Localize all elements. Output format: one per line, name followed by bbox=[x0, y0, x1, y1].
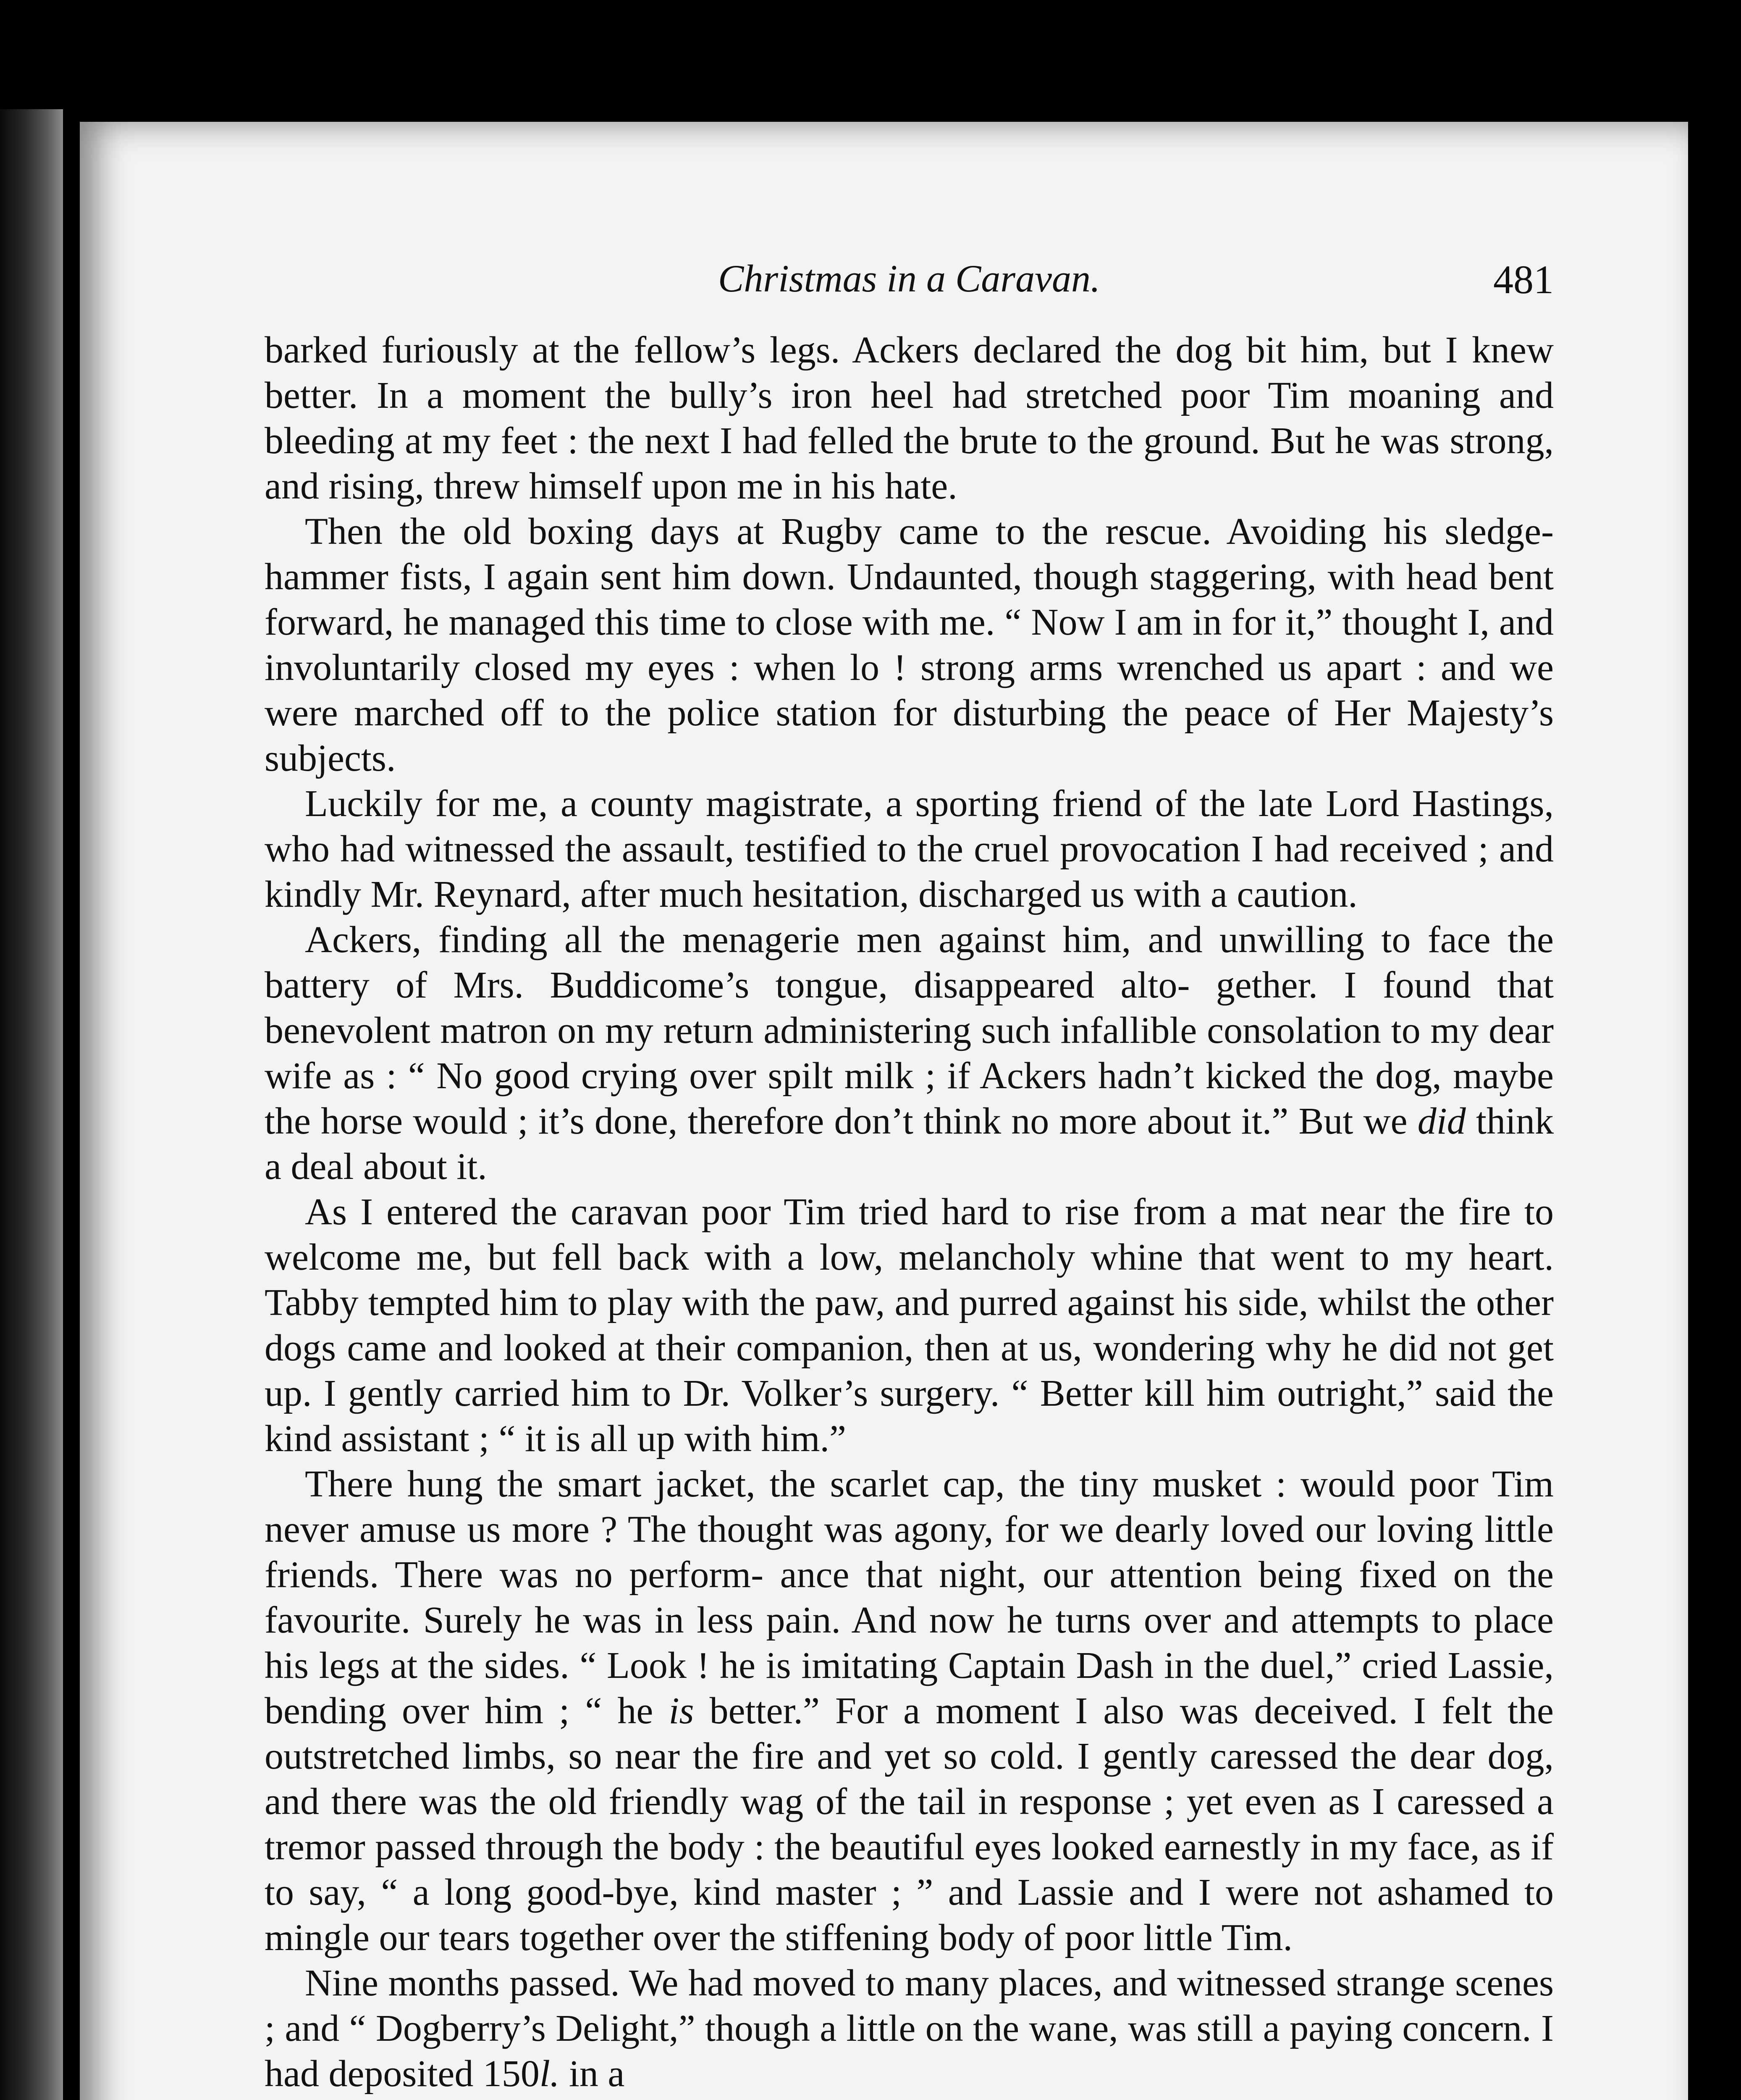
paragraph-7 bbox=[265, 1961, 1554, 2097]
paragraph-1: barked furiously at the fellow’s legs. Ackers declared the dog bit him, but I knew better. In a moment the bully’s iron heel had stretched poor Tim moaning and bleeding at my feet : the next I had felled the brute to the ground. But he was strong, and rising, threw himself upon me in his hate. bbox=[265, 329, 1554, 507]
page-header bbox=[265, 248, 1554, 328]
paragraph-7-text-b: in a bbox=[569, 2053, 625, 2095]
book-page bbox=[80, 122, 1688, 2100]
paragraph-6-emphasis: is bbox=[669, 1690, 694, 1732]
paragraph-5: As I entered the caravan poor Tim tried hard to rise from a mat near the fire to welcome me, but fell back with a low, melancholy whine that went to my heart. Tabby tempted him to play with the paw, and purred against his side, whilst the other dogs came and looked at their companion, then at us, wondering why he did not get up. I gently carried him to Dr. Volker’s surgery. “ Better kill him outright,” said the kind assistant ; “ it is all up with him.” bbox=[265, 1191, 1554, 1460]
page-number: 481 bbox=[1493, 257, 1554, 302]
running-title: Christmas in a Caravan. bbox=[718, 257, 1100, 300]
paragraph-4 bbox=[265, 917, 1554, 1189]
paragraph-4-text-b: think a deal about it. bbox=[265, 1100, 1554, 1187]
paragraph-6-text-a: There hung the smart jacket, the scarlet cap, the tiny musket : would poor Tim never amuse us more ? The thought was agony, for we dearly loved our loving little friends. There was no perform- ance that night, our attention being fixed on the favourite. Surely he was in less pain. And now he turns over and attempts to place his legs at the sides. “ Look ! he is imitating Captain Dash in the duel,” cried Lassie, bending over him ; “ he bbox=[265, 1463, 1554, 1732]
paragraph-4-text-a: Ackers, finding all the menagerie men against him, and unwilling to face the battery of Mrs. Buddicome’s tongue, disappeared alto- gether. I found that benevolent matron on my return administering such infallible consolation to my dear wife as : “ No good crying over spilt milk ; if Ackers hadn’t kicked the dog, maybe the horse would ; it’s done, therefore don’t think no more about it.” But we bbox=[265, 919, 1554, 1142]
paragraph-2: Then the old boxing days at Rugby came to the rescue. Avoiding his sledge-hammer fists, I again sent him down. Undaunted, though staggering, with head bent forward, he managed this time to close with me. “ Now I am in for it,” thought I, and involuntarily closed my eyes : when lo ! strong arms wrenched us apart : and we were marched off to the police station for disturbing the peace of Her Majesty’s subjects. bbox=[265, 511, 1554, 779]
paragraph-6-text-b: better.” For a moment I also was deceived. I felt the outstretched limbs, so near the fire and yet so cold. I gently caressed the dear dog, and there was the old friendly wag of the tail in response ; yet even as I caressed a tremor passed through the body : the beautiful eyes looked earnestly in my face, as if to say, “ a long good-bye, kind master ; ” and Lassie and I were not ashamed to mingle our tears together over the stiffening body of poor little Tim. bbox=[265, 1690, 1554, 1958]
paragraph-6 bbox=[265, 1462, 1554, 1961]
paragraph-7-text-a: Nine months passed. We had moved to many places, and witnessed strange scenes ; and “ Dogberry’s Delight,” though a little on the wane, was still a paying concern. I had deposited 150 bbox=[265, 1962, 1554, 2095]
body-text bbox=[265, 328, 1554, 2097]
paragraph-4-emphasis: did bbox=[1417, 1100, 1466, 1142]
paragraph-7-emphasis: l. bbox=[539, 2053, 560, 2095]
paragraph-3: Luckily for me, a county magistrate, a sporting friend of the late Lord Hastings, who had witnessed the assault, testified to the cruel provocation I had received ; and kindly Mr. Reynard, after much hesitation, discharged us with a caution. bbox=[265, 783, 1554, 915]
facing-page-edge bbox=[0, 109, 63, 2100]
page-content bbox=[265, 248, 1554, 2100]
